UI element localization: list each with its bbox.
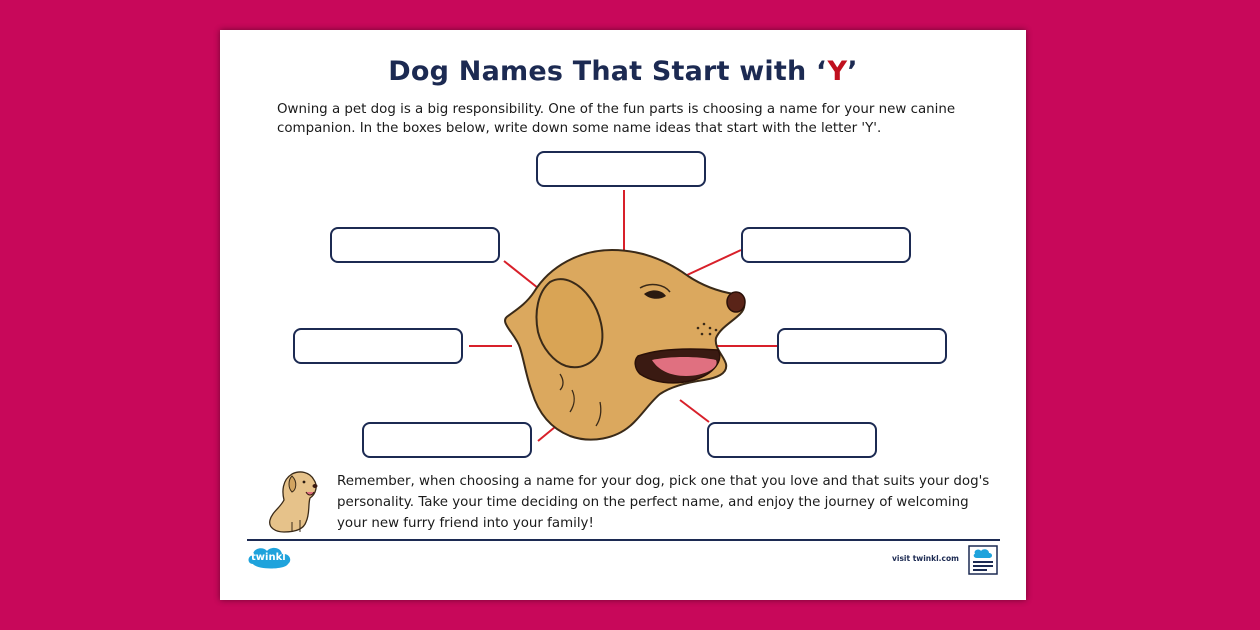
sitting-puppy-illustration [262, 466, 328, 534]
title-close: ’ [847, 56, 858, 87]
twinkl-logo-text: twinkl [251, 552, 286, 563]
name-box-lower-left[interactable] [362, 422, 532, 458]
name-box-upper-left[interactable] [330, 227, 500, 263]
name-box-middle-right[interactable] [777, 328, 947, 364]
quality-badge-icon [967, 544, 1001, 576]
worksheet-page [220, 30, 1026, 600]
connector-lower-right [680, 400, 709, 422]
footer-divider [247, 539, 1000, 541]
name-box-middle-left[interactable] [293, 328, 463, 364]
reminder-text: Remember, when choosing a name for your dog, pick one that you love and that suits your dog's personality. Take your time deciding on the perfect name, and enjoy the journey of welcoming your new furry friend into your family! [337, 474, 990, 531]
title-main: Dog Names That Start with ‘ [388, 56, 828, 87]
name-box-top[interactable] [536, 151, 706, 187]
connector-upper-left [504, 261, 538, 288]
dog-head-illustration [505, 250, 745, 440]
name-box-upper-right[interactable] [741, 227, 911, 263]
title-letter: Y [827, 56, 848, 87]
name-box-lower-right[interactable] [707, 422, 877, 458]
visit-link[interactable]: visit twinkl.com [892, 554, 959, 563]
intro-text: Owning a pet dog is a big responsibility. One of the fun parts is choosing a name for your new canine companion. In the boxes below, write down some name ideas that start with the letter 'Y'. [277, 102, 956, 136]
